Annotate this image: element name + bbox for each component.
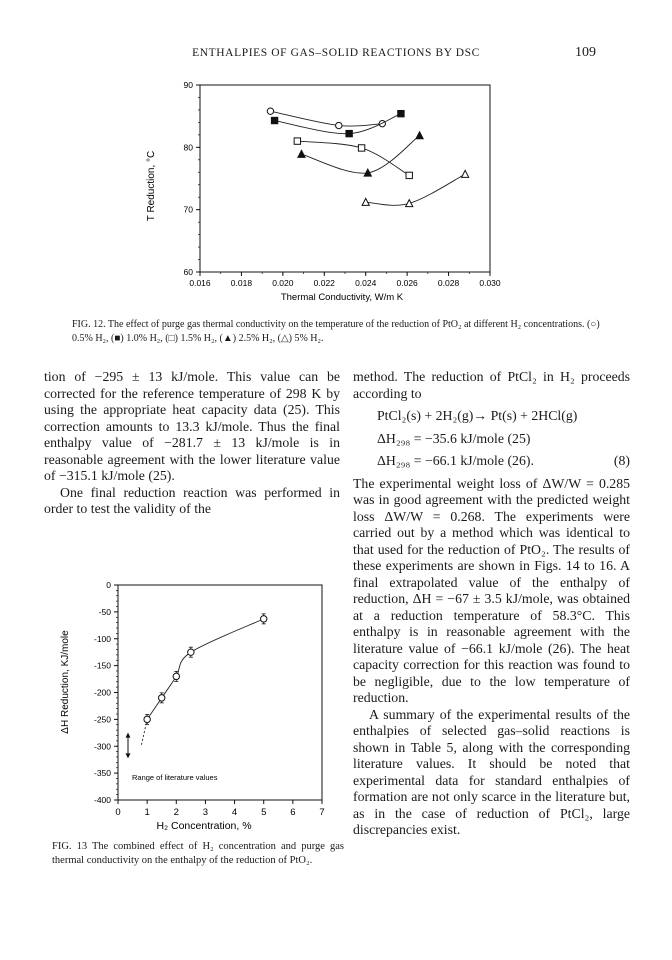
y-tick-label: 90: [183, 80, 193, 90]
x-tick-label: 0: [115, 807, 121, 818]
data-point: [336, 122, 342, 128]
fig12-caption: FIG. 12. The effect of purge gas thermal conductivity on the temperature of the reduction of PtO₂ at different H₂ concentrations. (○) 0.5% H₂, (■) 1.0% H₂, (□) 1.5% H₂, (▲) 2.5% H₂, (△) 5% H₂.: [72, 319, 600, 344]
data-point: [416, 132, 423, 139]
data-point: [346, 130, 352, 136]
data-point: [271, 117, 277, 123]
paragraph: A summary of the experimental results of the enthalpies of selected gas–solid reactions is shown in Table 5, along with the corresponding literature values. It should be noted that experimental data for standard enthalpies of formation are not only scarce in the literature but, as in the case of reduction of PtCl₂, large discrepancies exist.: [353, 706, 630, 837]
fig12-ylabel: T Reduction, °C: [146, 150, 157, 222]
paragraph: The experimental weight loss of ΔW/W = 0.285 was in good agreement with the predicted weight loss ΔW/W = 0.268. The experiments were carried out by a method which was identical to that used for the reduction of PtO₂. The results of these experiments are shown in Figs. 14 to 16. A final extrapolated value of the enthalpy of reduction, ΔH = −67 ± 3.5 kJ/mole, was obtained at a reduction temperature of 58.3°C. This enthalpy is in reasonable agreement with the literature value of −66.1 kJ/mole (26). The heat capacity correction for this reaction was found to be negligible, due to the low temperature of reduction.: [353, 475, 630, 705]
x-tick-label: 7: [319, 807, 325, 818]
fig12-plot-frame: [200, 85, 490, 272]
page-number: 109: [575, 45, 596, 60]
arrow-head-up: [126, 733, 131, 738]
data-point: [462, 170, 469, 177]
data-point: [298, 150, 305, 157]
y-tick-label: 60: [183, 267, 193, 277]
x-tick-label: 0.028: [437, 278, 460, 288]
data-point: [358, 145, 364, 151]
extrapolation-line: [141, 719, 147, 746]
fig13-xlabel: H₂ Concentration, %: [156, 820, 252, 832]
running-header: ENTHALPIES OF GAS–SOLID REACTIONS BY DSC: [192, 47, 480, 59]
fig13-ylabel: ΔH Reduction, KJ/mole: [60, 630, 71, 734]
paragraph: method. The reduction of PtCl₂ in H₂ proceeds according to: [353, 369, 630, 401]
data-point: [144, 716, 150, 722]
series-curve: [297, 141, 409, 175]
equation-3: ΔH₂₉₈ = −66.1 kJ/mole (26).: [377, 453, 534, 468]
equation-number: (8): [613, 453, 630, 468]
y-tick-label: -100: [93, 633, 111, 644]
x-tick-label: 0.026: [396, 278, 418, 288]
y-tick-label: 0: [106, 580, 111, 590]
x-tick-label: 5: [261, 807, 267, 818]
data-point: [398, 110, 404, 116]
x-tick-label: 3: [202, 807, 209, 818]
fig13-annotation: Range of literature values: [132, 773, 218, 782]
data-point: [159, 695, 165, 701]
x-tick-label: 0.024: [355, 278, 377, 288]
data-point: [362, 198, 369, 205]
data-point: [261, 616, 267, 622]
fig12-chart: [0, 0, 672, 310]
fig13-caption: FIG. 13 The combined effect of H₂ concentration and purge gas thermal conductivity on the enthalpy of the reduction of PtO₂.: [52, 841, 344, 866]
x-tick-label: 0.016: [189, 278, 211, 288]
equation-2: ΔH₂₉₈ = −35.6 kJ/mole (25): [377, 430, 531, 446]
y-tick-label: 80: [183, 142, 193, 153]
series-curve: [366, 174, 465, 205]
paragraph: One final reduction reaction was performed in order to test the validity of the: [44, 484, 340, 516]
y-tick-label: -300: [93, 741, 111, 752]
x-tick-label: 4: [231, 807, 238, 818]
x-tick-label: 6: [290, 807, 296, 818]
series-curve: [302, 135, 420, 173]
equation-3-row: [377, 453, 630, 470]
fig13-plot-frame: [118, 585, 322, 800]
data-point: [188, 649, 194, 655]
data-point: [173, 673, 179, 679]
arrow-head-down: [126, 753, 131, 758]
x-tick-label: 0.030: [479, 278, 501, 288]
x-tick-label: 1: [144, 807, 150, 818]
right-column: [353, 369, 630, 839]
left-column: [44, 369, 340, 518]
series-curve: [270, 111, 382, 126]
data-point: [294, 138, 300, 144]
y-tick-label: -350: [93, 768, 111, 779]
x-tick-label: 0.020: [272, 278, 294, 288]
y-tick-label: -400: [93, 795, 111, 805]
data-point: [406, 200, 413, 207]
y-tick-label: -150: [93, 660, 111, 671]
data-point: [406, 172, 412, 178]
equation-1: PtCl₂(s) + 2H₂(g)→ Pt(s) + 2HCl(g): [377, 408, 578, 423]
y-tick-label: -50: [98, 606, 111, 617]
x-tick-label: 0.022: [313, 278, 335, 288]
x-tick-label: 2: [173, 807, 179, 818]
trend-curve: [147, 619, 264, 720]
y-tick-label: -250: [93, 714, 111, 725]
data-point: [267, 108, 273, 114]
y-tick-label: -200: [93, 687, 111, 698]
y-tick-label: 70: [183, 204, 193, 215]
fig12-xlabel: Thermal Conductivity, W/m K: [280, 292, 404, 303]
paragraph: tion of −295 ± 13 kJ/mole. This value can be corrected for the reference temperature of 298 K by using the appropriate heat capacity data (25). This correction amounts to 13.3 kJ/mole. Thus the final enthalpy value of −281.7 ± 13 kJ/mole is in reasonable agreement with the lower literature value of −315.1 kJ/mole (25).: [44, 369, 340, 483]
x-tick-label: 0.018: [230, 278, 253, 288]
